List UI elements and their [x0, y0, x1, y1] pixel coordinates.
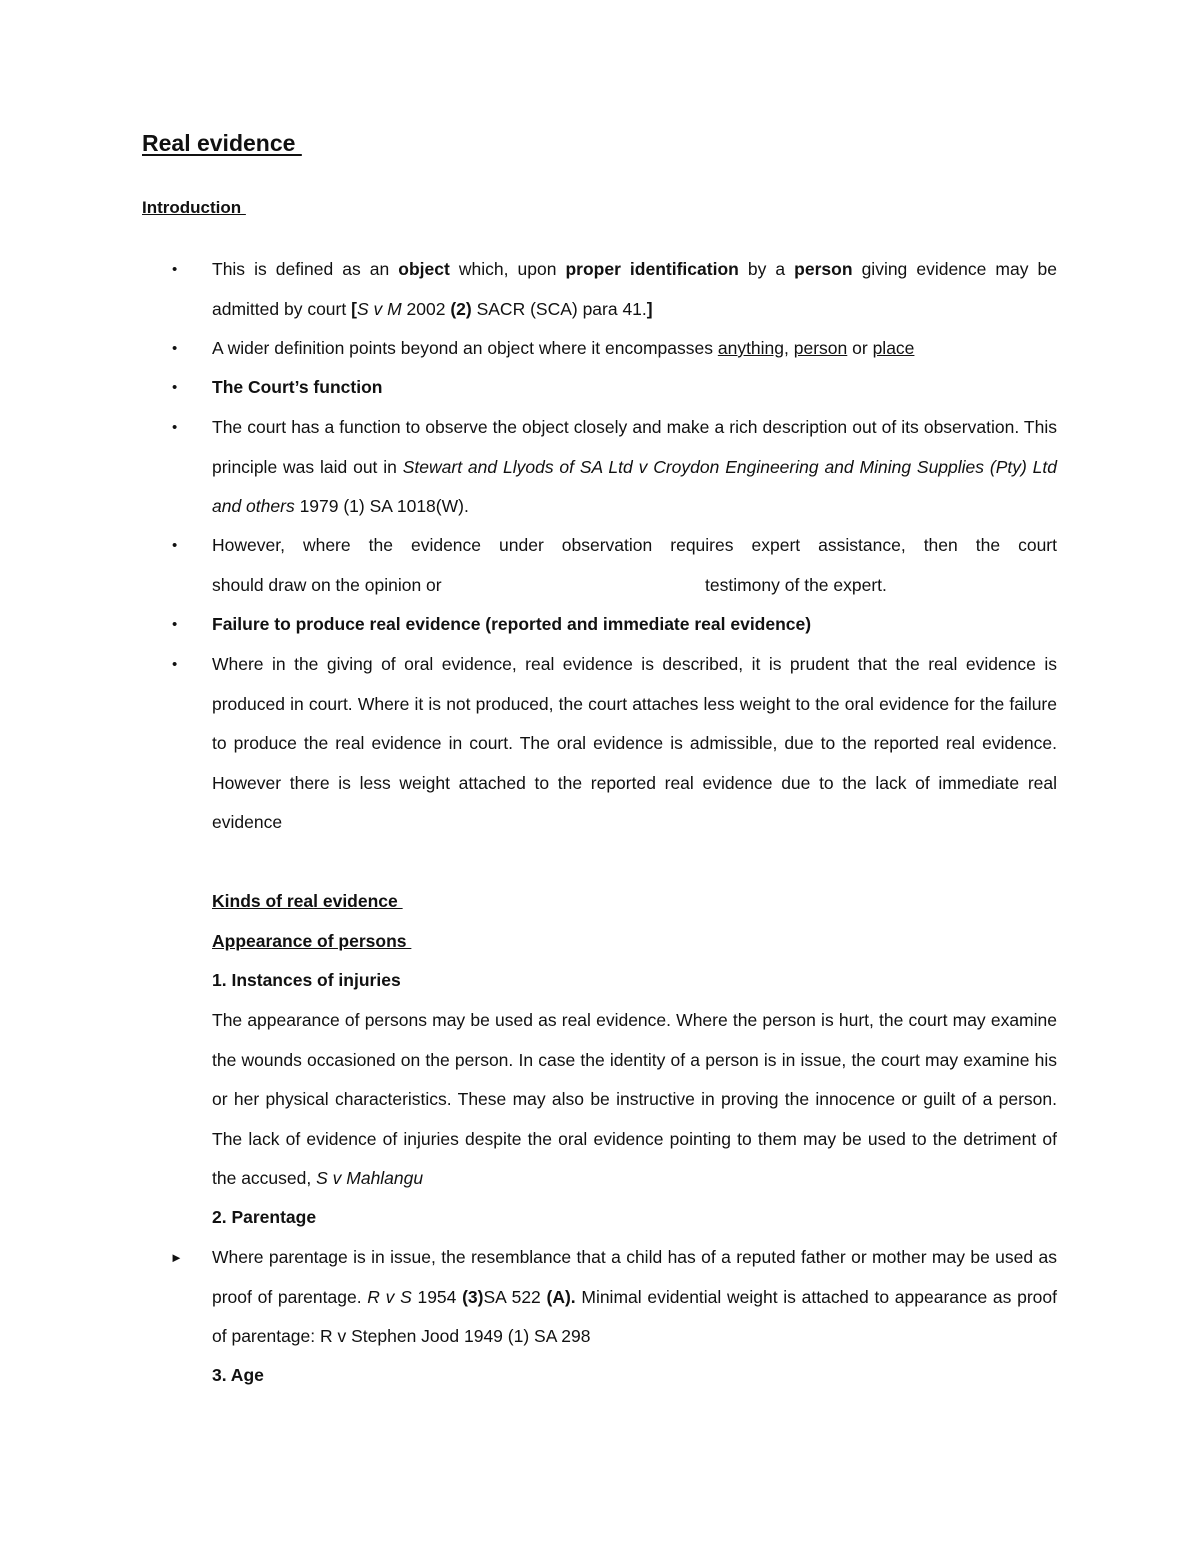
age-heading: 3. Age	[212, 1365, 264, 1385]
introduction-heading: Introduction	[142, 198, 246, 217]
bullet-court-observation: The court has a function to observe the object closely and make a rich description out of its observation. This principle was laid out in Stewart and Llyods of SA Ltd v Croydon Engineering and Mining Supplies (Pty) Ltd and others 1979 (1) SA 1018(W).	[212, 417, 1057, 516]
bullet-expert-line2b: testimony of the expert.	[705, 575, 887, 595]
bullet-icon: •	[172, 537, 178, 554]
kinds-heading: Kinds of real evidence	[212, 891, 403, 911]
bullet-expert-line2a: should draw on the opinion or	[212, 575, 442, 595]
parentage-heading: 2. Parentage	[212, 1207, 317, 1227]
injuries-heading: 1. Instances of injuries	[212, 970, 401, 990]
bullet-icon: •	[172, 261, 178, 278]
bullet-icon: •	[172, 616, 178, 633]
bullet-icon: •	[172, 340, 178, 357]
bullet-icon: •	[172, 656, 178, 673]
appearance-heading: Appearance of persons	[212, 931, 412, 951]
bullet-icon: •	[172, 379, 178, 396]
parentage-paragraph: Where parentage is in issue, the resemblance that a child has of a reputed father or mother may be used as proof of parentage. R v S 1954 (3)SA 522 (A). Minimal evidential weight is attached to appearance as proof of parentage: R v Stephen Jood 1949 (1) SA 298	[212, 1247, 1057, 1346]
bullet-expert-line1: However, where the evidence under observation requires expert assistance, then the court	[212, 535, 1057, 555]
injuries-paragraph: The appearance of persons may be used as real evidence. Where the person is hurt, the court may examine the wounds occasioned on the person. In case the identity of a person is in issue, the court may examine his or her physical characteristics. These may also be instructive in proving the innocence or guilt of a person. The lack of evidence of injuries despite the oral evidence pointing to them may be used to the detriment of the accused, S v Mahlangu	[212, 1010, 1057, 1188]
arrow-bullet-icon: ►	[170, 1250, 183, 1265]
bullet-failure-heading: Failure to produce real evidence (reported and immediate real evidence)	[212, 614, 812, 634]
bullet-courts-function: The Court’s function	[212, 377, 383, 397]
bullet-oral-evidence: Where in the giving of oral evidence, real evidence is described, it is prudent that the real evidence is produced in court. Where it is not produced, the court attaches less weight to the oral evidence for the failure to produce the real evidence in court. The oral evidence is admissible, due to the reported real evidence. However there is less weight attached to the reported real evidence due to the lack of immediate real evidence	[212, 654, 1057, 832]
page-title: Real evidence	[142, 130, 302, 156]
bullet-icon: •	[172, 419, 178, 436]
bullet-definition: This is defined as an object which, upon proper identification by a person giving evidence may be admitted by court [S v M 2002 (2) SACR (SCA) para 41.]	[212, 259, 1057, 319]
bullet-wider-definition: A wider definition points beyond an object where it encompasses anything, person or place	[212, 338, 915, 358]
